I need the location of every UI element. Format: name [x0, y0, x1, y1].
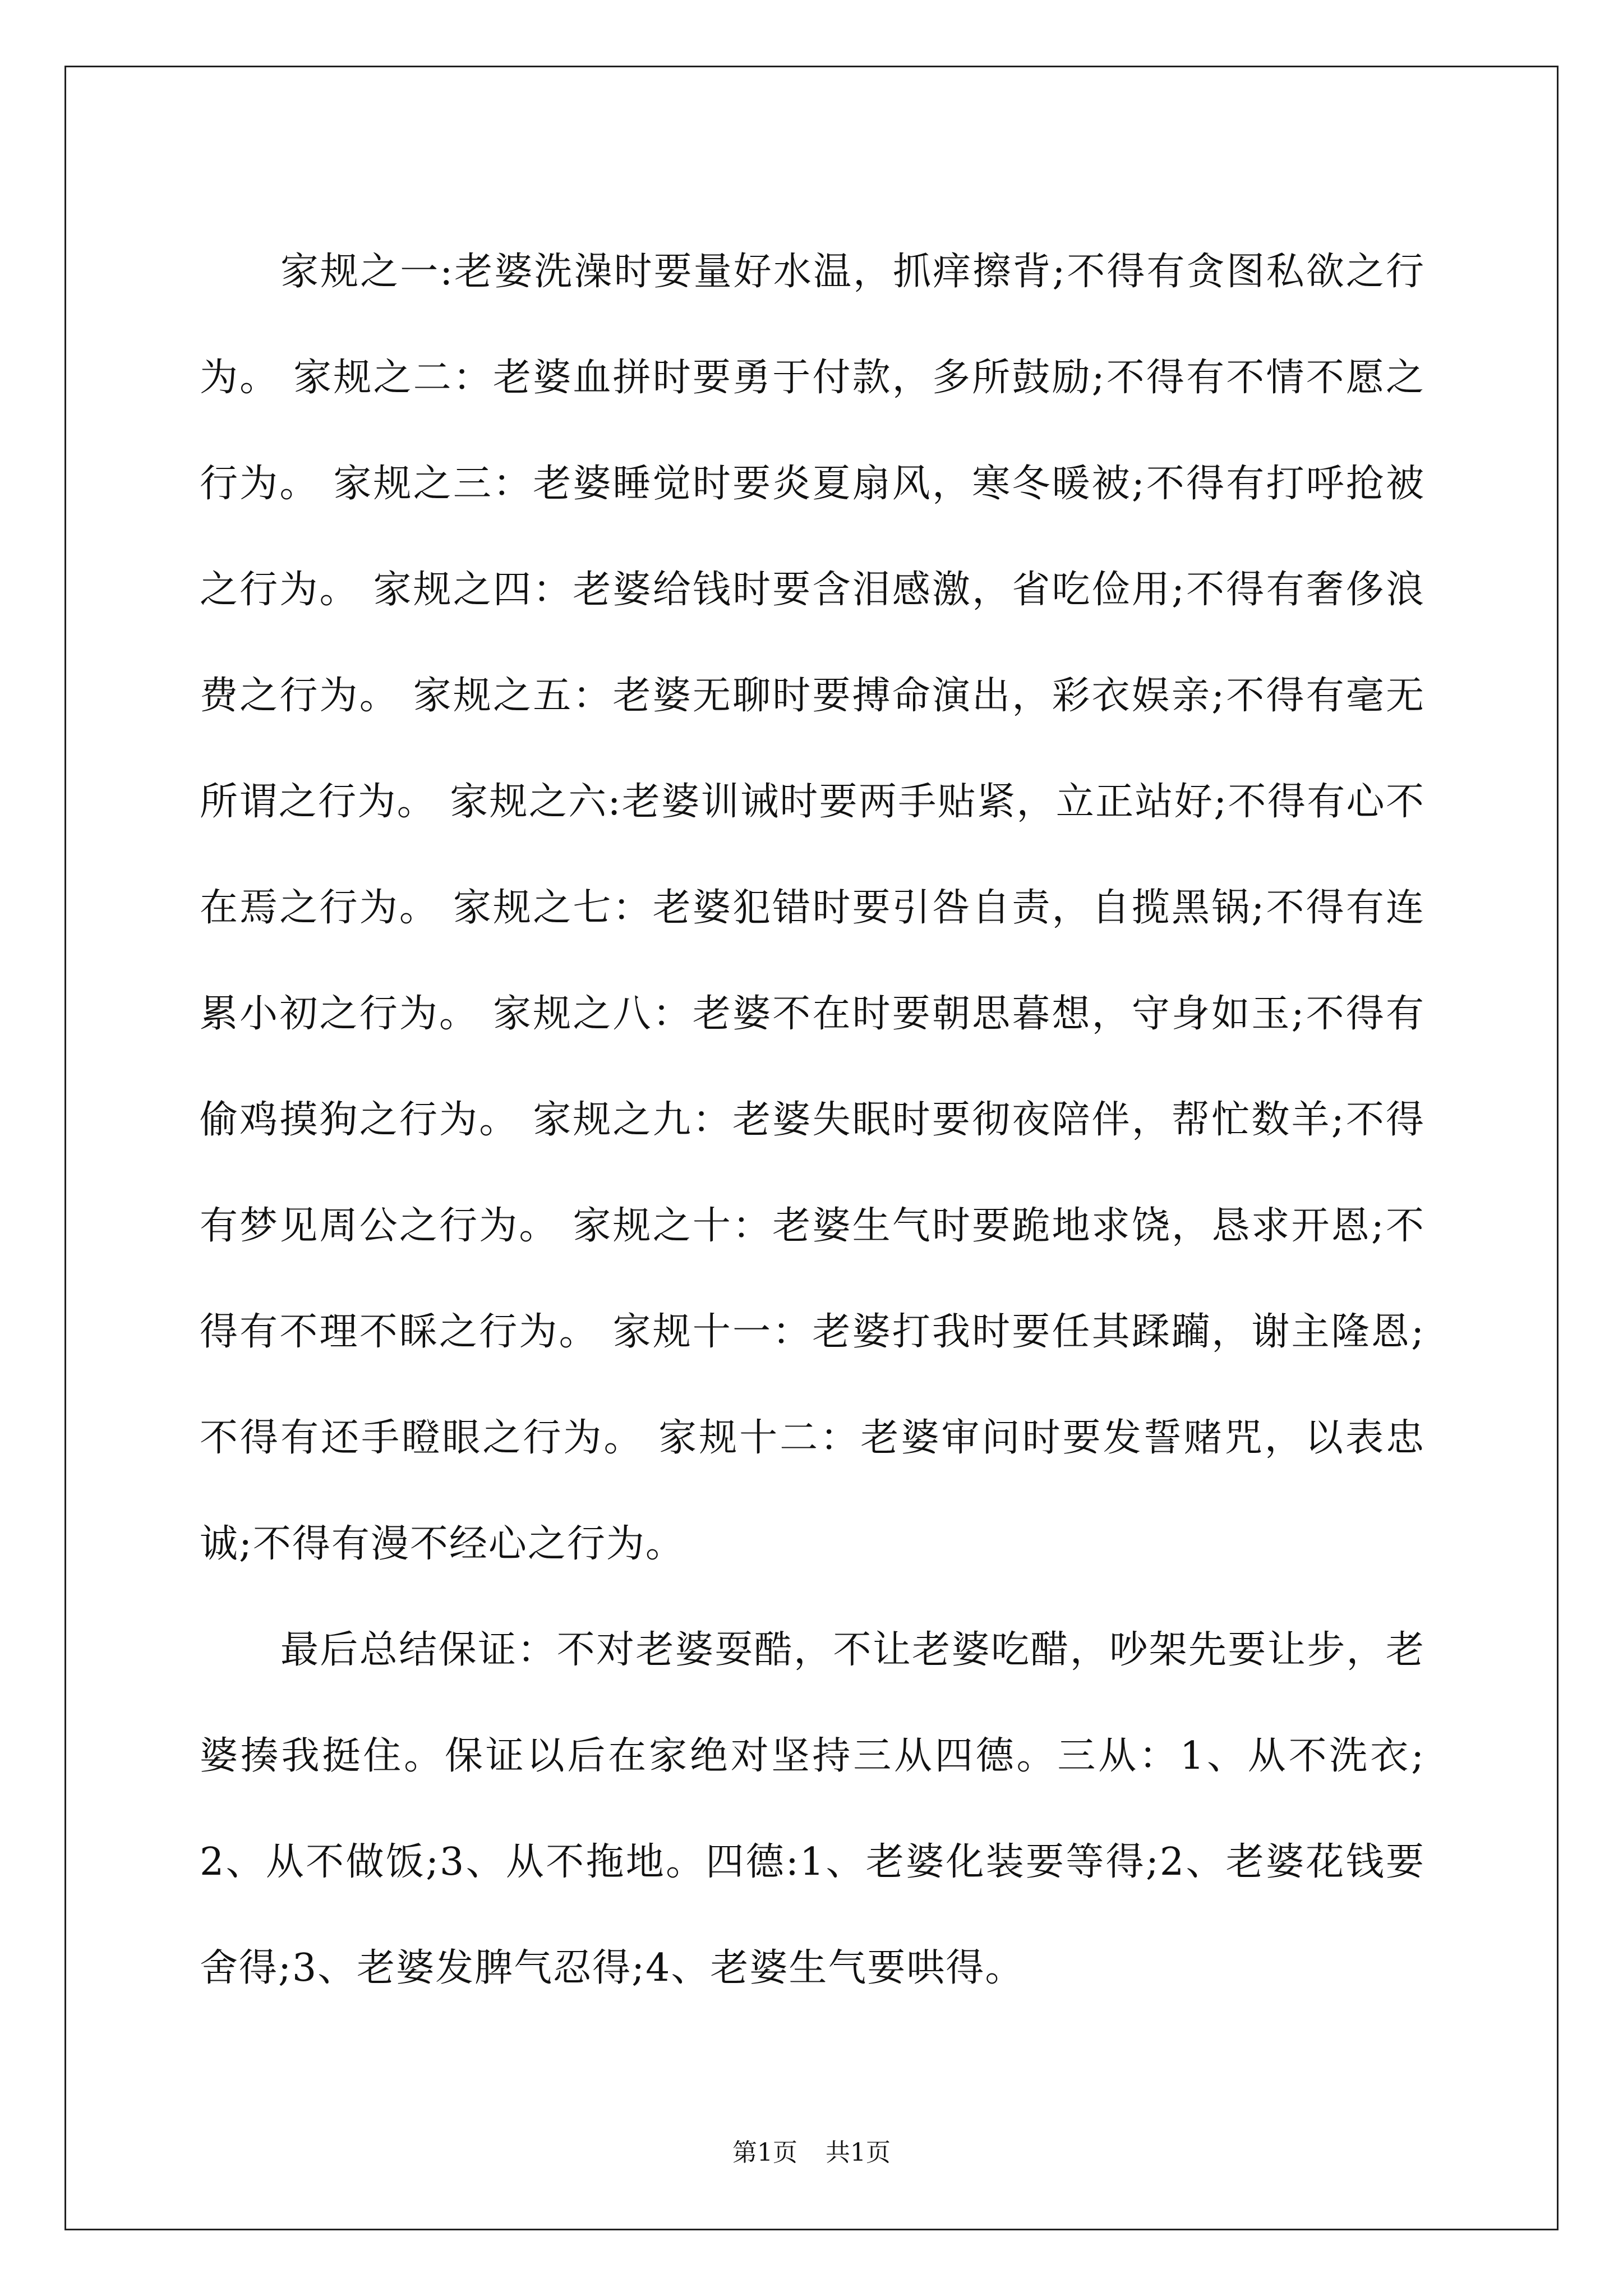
- document-body: [200, 219, 1425, 2021]
- paragraph-summary: 最后总结保证：不对老婆耍酷，不让老婆吃醋，吵架先要让步，老婆揍我挺住。保证以后在家绝对坚持三从四德。三从：1、从不洗衣;2、从不做饭;3、从不拖地。四德:1、老婆化装要等得;2、老婆花钱要舍得;3、老婆发脾气忍得;4、老婆生气要哄得。: [200, 1628, 1425, 1990]
- page-footer: [0, 2136, 1623, 2170]
- page-number-current: 第1页: [732, 2138, 797, 2167]
- paragraph-house-rules: 家规之一:老婆洗澡时要量好水温，抓痒擦背;不得有贪图私欲之行为。 家规之二：老婆血拼时要勇于付款，多所鼓励;不得有不情不愿之行为。 家规之三：老婆睡觉时要炎夏扇风，寒冬暖被;不得有打呼抢被之行为。 家规之四：老婆给钱时要含泪感激，省吃俭用;不得有奢侈浪费之行为。 家规之五：老婆无聊时要搏命演出，彩衣娱亲;不得有毫无所谓之行为。 家规之六:老婆训诫时要两手贴紧，立正站好;不得有心不在焉之行为。 家规之七：老婆犯错时要引咎自责，自揽黑锅;不得有连累小初之行为。 家规之八：老婆不在时要朝思暮想，守身如玉;不得有偷鸡摸狗之行为。 家规之九：老婆失眠时要彻夜陪伴，帮忙数羊;不得有梦见周公之行为。 家规之十：老婆生气时要跪地求饶，恳求开恩;不得有不理不睬之行为。 家规十一：老婆打我时要任其蹂躏，谢主隆恩;不得有还手瞪眼之行为。 家规十二：老婆审问时要发誓赌咒，以表忠诚;不得有漫不经心之行为。: [200, 250, 1425, 1566]
- page-number-total: 共1页: [826, 2138, 891, 2167]
